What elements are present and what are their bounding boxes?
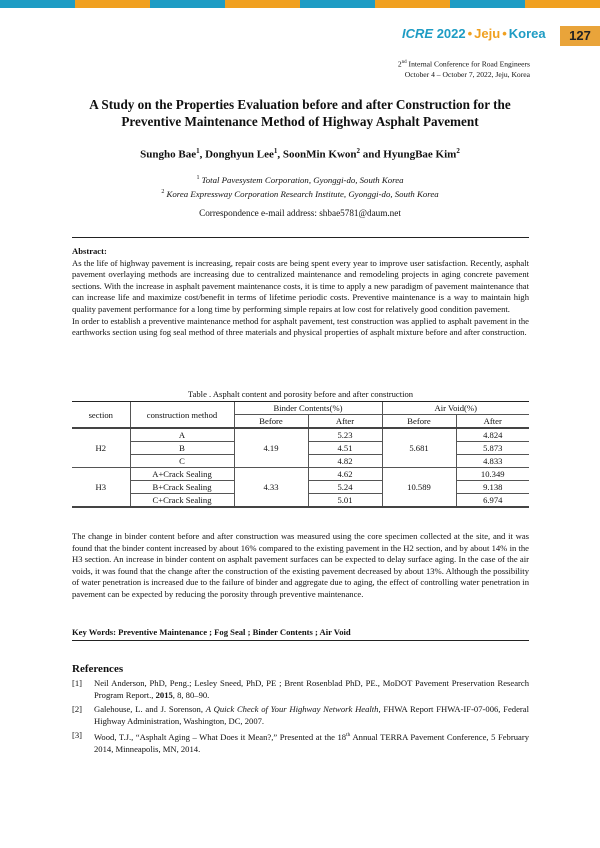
band-segment (75, 0, 150, 8)
affiliation-1: $^1$ Total Pavesystem Corporation, Gyonggi-do, South Korea (196, 174, 404, 185)
author: SoonMin Kwon (282, 148, 357, 161)
logo-country: Korea (508, 26, 546, 41)
reference-item: [2] Galehouse, L. and J. Sorenson, A Quick Check of Your Highway Network Health, FHWA Report FHWA-IF-07-006, Federal Highway Administration, Washington, DC, 2007. (72, 704, 529, 726)
correspondence-email: Correspondence e-mail address: shbae5781@daum.net (199, 208, 401, 218)
results-table: section construction method Binder Contents(%) Air Void(%) Before After Before After H2 A 4.19 5.23 5.681 4.824 B 4.51 5.873 C 4.82 4.833 H3 A+Crack Sealing 4.33 4.62 10.589 10.349 B+Crack Sealing 5.24 9.138 C+Crack Sealing 5.01 6.974 (72, 401, 529, 508)
affiliations (40, 172, 560, 200)
author: Donghyun Lee (205, 148, 274, 161)
table-caption: Table . Asphalt content and porosity before and after construction (187, 389, 414, 399)
table-row: H2 A 4.19 5.23 5.681 4.824 (72, 428, 529, 442)
keywords: Key Words: Preventive Maintenance ; Fog Seal ; Binder Contents ; Air Void (72, 627, 351, 637)
band-segment (150, 0, 225, 8)
paper-title: A Study on the Properties Evaluation before and after Construction for the Preventive Maintenance Method of Highway Asphalt Pavement (89, 97, 511, 129)
abstract (72, 246, 529, 339)
table-row: B+Crack Sealing 5.24 9.138 (72, 481, 529, 494)
results-paragraph: The change in binder content before and after construction was measured using the core specimen collected at the site, and it was found that the binder content increased by about 16% compared to the existing pavement in the H2 section, and by about 14% in the H3 section. An increase in binder content on asphalt pavement surfaces can be expected to delay surface aging. In the case of the air voids, it was found that the change after the construction of the existing pavement decreased by about 13%. Although the possibility of water penetration is increased due to the failure of binder and aggregate due to aging, the effect of controlling water penetration in pavement can be expected by reducing the porosity through preventive maintenance. (72, 531, 529, 599)
author-list: Sungho Bae$^1$, Donghyun Lee$^1$, SoonMin Kwon$^2$ and HyungBae Kim$^2$ (140, 147, 460, 161)
reference-item: [1] Neil Anderson, PhD, Peng.; Lesley Sneed, PhD, PE ; Brent Rosenblad PhD, PE., MoDOT Pavement Preservation Research Program Report., 2015, 8, 80–90. (72, 678, 529, 700)
header-section: section (72, 402, 130, 429)
abstract-paragraph: As the life of highway pavement is increasing, repair costs are being spent every year to improve user satisfaction. Recently, asphalt pavement overlaying methods are increasing due to centralized maintenance and remodeling projects in aging concrete pavement sections. With the increase in asphalt pavement maintenance costs, it is time to apply a new paradigm of pavement maintenance that can increase life and maximize cost/benefit in terms of lifetime periodic costs. Preventive maintenance is a way to maintain high quality pavement performance for a long time by performing simple repairs at low cost for relatively good condition pavement. (72, 257, 529, 314)
band-segment (450, 0, 525, 8)
abstract-paragraph: In order to establish a preventive maintenance method for asphalt pavement, test construction was applied to asphalt pavement in the earthworks section using fog seal method of three materials and physical properties of asphalt mixture before and after construction. (72, 315, 529, 338)
author: HyungBae Kim (383, 148, 457, 161)
abstract-heading: Abstract: (72, 246, 107, 256)
header-method: construction method (130, 402, 234, 429)
logo-city: Jeju (474, 26, 501, 41)
affiliation-2: $^2$ Korea Expressway Corporation Research Institute, Gyonggi-do, South Korea (161, 188, 439, 199)
logo-year: 2022 (436, 26, 466, 41)
table-row: H3 A+Crack Sealing 4.33 4.62 10.589 10.349 (72, 468, 529, 481)
divider (72, 237, 529, 238)
band-segment (300, 0, 375, 8)
table-row: C 4.82 4.833 (72, 455, 529, 468)
reference-list (72, 678, 529, 758)
band-segment (0, 0, 75, 8)
author: Sungho Bae (140, 148, 197, 161)
top-color-band (0, 0, 600, 8)
conference-info: 2nd Internal Conference for Road Engineers October 4 – October 7, 2022, Jeju, Korea (397, 59, 530, 79)
header-air-void: Air Void(%) (382, 402, 529, 415)
band-segment (375, 0, 450, 8)
table-row: B 4.51 5.873 (72, 442, 529, 455)
conference-logo: ICRE 2022 • Jeju • Korea (402, 26, 546, 41)
band-segment (225, 0, 300, 8)
references-heading: References (72, 663, 124, 675)
divider (72, 640, 529, 641)
header-binder: Binder Contents(%) (234, 402, 382, 415)
table-row: C+Crack Sealing 5.01 6.974 (72, 494, 529, 508)
logo-acronym: ICRE (402, 26, 434, 41)
page-number: 127 (560, 26, 600, 46)
reference-item: [3] Wood, T.J., “Asphalt Aging – What Does it Mean?,” Presented at the 18th Annual TERRA Pavement Conference, 5 February 2014, Minneapolis, MN, 2014. (72, 730, 529, 754)
band-segment (525, 0, 600, 8)
